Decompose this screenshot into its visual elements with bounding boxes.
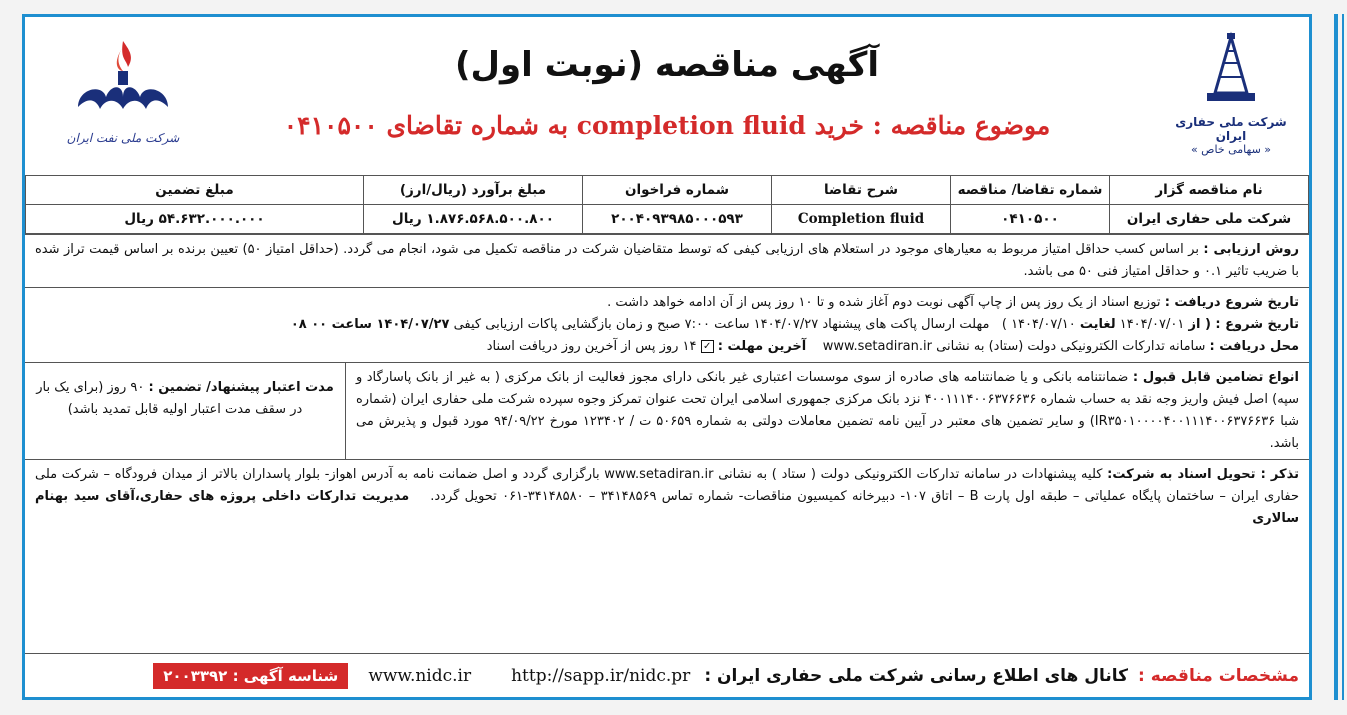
notice-footer (25, 653, 1309, 697)
start-label: تاریخ شروع دریافت : (1164, 295, 1299, 310)
place-url[interactable]: www.setadiran.ir (822, 339, 932, 354)
opening-date: ۱۴۰۴/۰۷/۲۷ ساعت ۰۰ ۰۸ (290, 317, 450, 332)
table-header: شماره تقاضا/ مناقصه (951, 176, 1110, 205)
footer-channels: کانال های اطلاع رسانی شرکت ملی حفاری ایران : (704, 665, 1129, 686)
place-text: سامانه تدارکات الکترونیکی دولت (ستاد) به نشانی (936, 339, 1206, 354)
signature: مدیریت تدارکات داخلی پروژه های حفاری،آقای سید بهنام سالاری (35, 489, 1299, 526)
guarantee-label: انواع تضامین قابل قبول : (1132, 370, 1300, 385)
deadline-text: مهلت ارسال پاکت های پیشنهاد ۱۴۰۴/۰۷/۲۷ ساعت ۷:۰۰ صبح و زمان بازگشایی پاکات ارزیابی کیفی (453, 317, 990, 332)
table-cell: Completion fluid (772, 205, 951, 234)
table-header: شرح تقاضا (772, 176, 951, 205)
nioc-logo (53, 37, 193, 145)
note-text-2: بارگزاری گردد و اصل ضمانت نامه به آدرس اهواز- بلوار پاسداران بالاتر از میدان فرودگاه – شرکت ملی حفاری ایران – ساختمان پایگاه عملیاتی – طبقه اول پارت B – اتاق ۱۰۷- دبیرخانه کمیسیون مناقصات- شماره تماس ۳۴۱۴۸۵۶۹ – ۳۴۱۴۸۵۸۰-۰۶۱ تحویل گردد. (35, 467, 1300, 504)
validity-text: ۹۰ روز (برای یک بار در سقف مدت اعتبار اولیه قابل تمدید باشد) (36, 380, 303, 417)
note-label: تذکر : تحویل اسناد به شرکت: (1107, 467, 1299, 482)
table-header: مبلغ برآورد (ریال/ارز) (364, 176, 583, 205)
validity-label: مدت اعتبار پیشنهاد/ تضمین : (148, 380, 334, 395)
notice-subtitle: موضوع مناقصه : خرید completion fluid به شماره تقاضای ۰۴۱۰۵۰۰ (283, 111, 1051, 140)
note-url[interactable]: www.setadiran.ir (604, 467, 714, 482)
tender-info-table (25, 175, 1309, 234)
note-section (25, 459, 1309, 534)
table-cell: شرکت ملی حفاری ایران (1110, 205, 1309, 234)
table-header: شماره فراخوان (583, 176, 772, 205)
oil-logo-caption: شرکت ملی نفت ایران (66, 131, 180, 145)
notice-header (25, 17, 1309, 175)
table-cell: ۵۴.۶۳۲.۰۰۰.۰۰۰ ریال (26, 205, 364, 234)
evaluation-section (25, 234, 1309, 287)
oil-flame-icon (68, 37, 178, 127)
table-cell: ۱.۸۷۶.۵۶۸.۵۰۰.۸۰۰ ریال (364, 205, 583, 234)
evaluation-label: روش ارزیابی : (1203, 242, 1299, 257)
footer-site[interactable]: www.nidc.ir (368, 665, 472, 686)
table-header: مبلغ تضمین (26, 176, 364, 205)
schedule-section (25, 287, 1309, 362)
tender-notice (22, 14, 1312, 700)
footer-lead: مشخصات مناقصه : (1138, 665, 1299, 686)
last-deadline-label: آخرین مهلت : (717, 339, 807, 354)
checkbox-icon: ✓ (701, 340, 714, 353)
table-row (26, 205, 1309, 234)
place-label: محل دریافت : (1209, 339, 1299, 354)
notice-title: آگهی مناقصه (نوبت اول) (454, 45, 880, 85)
note-text-1: کلیه پیشنهادات در سامانه تدارکات الکترونیکی دولت ( ستاد ) به نشانی (718, 467, 1103, 482)
table-cell: ۰۴۱۰۵۰۰ (951, 205, 1110, 234)
range-to-label: لغایت (1079, 317, 1116, 332)
page-edge-rule (1334, 14, 1338, 700)
start-text: توزیع اسناد از یک روز پس از چاپ آگهی نوبت دوم آغاز شده و تا ۱۰ روز پس از آن ادامه خواهد داشت . (607, 295, 1161, 310)
range-to: ۱۴۰۴/۰۷/۱۰ ) (1001, 317, 1076, 332)
guarantee-types (345, 363, 1309, 459)
last-deadline-text: ۱۴ روز پس از آخرین روز دریافت اسناد (486, 339, 697, 354)
table-cell: ۲۰۰۴۰۹۳۹۸۵۰۰۰۵۹۳ (583, 205, 772, 234)
page-edge-rule-thin (1342, 14, 1344, 700)
guarantee-text: ضمانتنامه بانکی و یا ضمانتنامه های صادره از سوی موسسات اعتباری غیر بانکی دارای مجوز فعالیت از بانک مرکزی ( به غیر از بانک پاسارگاد و سپه) اصل فیش واریز وجه نقد به حساب شماره ۴۰۰۱۱۱۴۰۰۶۳۷۶۶۳۶ نزد بانک مرکزی جمهوری اسلامی ایران تحت عنوان تمرکز وجوه سپرده شرکت ملی حفاری ایران (شماره شبا IR۳۵۰۱۰۰۰۰۴۰۰۱۱۱۴۰۰۶۳۷۶۶۳۶) و سایر تضمین های معتبر در آیین نامه تضمین معاملات دولتی به شماره ۵۰۶۵۹ ت / ۱۲۳۴۰۲ مورخ ۹۴/۰۹/۲۲ مورد قبول و پذیرش می باشد. (356, 370, 1299, 451)
footer-url[interactable]: http://sapp.ir/nidc.pr (511, 665, 691, 686)
notice-id-badge: شناسه آگهی : ۲۰۰۳۳۹۲ (153, 663, 348, 689)
table-header-row (26, 176, 1309, 205)
range-label: تاریخ شروع : ( از (1188, 317, 1299, 332)
company-logo-name: شرکت ملی حفاری ایران (1175, 115, 1287, 143)
validity-box (25, 363, 345, 459)
evaluation-text: بر اساس کسب حداقل امتیاز مربوط به معیارهای موجود در استعلام های ارزیابی کیفی که توسط متقاضیان شرکت در مناقصه تکمیل می شود، انجام می گردد. (حداقل امتیاز ۵۰) تعیین برنده بر اساس قیمت تراز شده با ضریب تاثیر ۰.۱ و حداقل امتیاز فنی ۵۰ می باشد. (35, 242, 1299, 279)
range-from: ۱۴۰۴/۰۷/۰۱ (1119, 317, 1185, 332)
guarantee-section (25, 362, 1309, 459)
company-logo-sub: « سهامی خاص » (1190, 143, 1272, 156)
table-header: نام مناقصه گزار (1110, 176, 1309, 205)
